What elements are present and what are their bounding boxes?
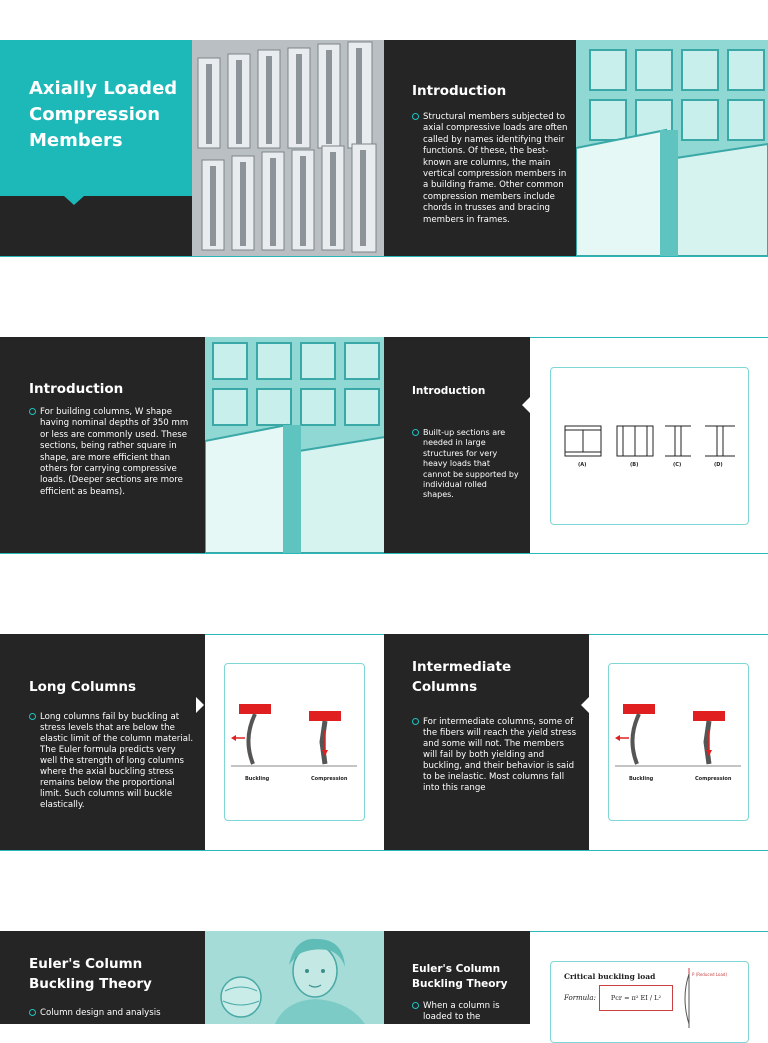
slide7-heading: Euler's Column Buckling Theory (412, 963, 508, 990)
figure-label-b: (B) (630, 462, 639, 468)
teal-structure-photo (576, 40, 768, 256)
row2-bottom-rule (0, 553, 768, 554)
built-up-sections-figure (551, 368, 748, 524)
slide5-notch (581, 697, 589, 713)
slide1-text-panel (384, 40, 576, 256)
euler-formula: Pcr = π² EI / L² (599, 985, 673, 1011)
slide3-bullet: Built-up sections are needed in large structures for very heavy loads that cannot be supported by individual rolled shapes. (412, 428, 519, 501)
title-panel (0, 40, 192, 196)
slide5-text-panel (384, 634, 589, 850)
figure-label-a: (A) (578, 462, 587, 468)
steel-beams-photo (192, 40, 384, 256)
slide1-heading: Introduction (412, 83, 507, 99)
teal-structure-photo-2 (205, 337, 385, 553)
slide2-bullet: For building columns, W shape having nominal depths of 350 mm or less are commonly used. These sections, being rather square in shape, are more efficient than others for carrying compressive loads. (Deeper sections are more efficient as beams). (29, 407, 195, 498)
slide5-bullet: For intermediate columns, some of the fibers will reach the yield stress and some will not. The members will fail by both yielding and buckling, and their behavior is said to be inelastic. Most columns fall into this range (412, 717, 578, 794)
long-columns-figure-card (224, 663, 365, 821)
slide6-text-panel (0, 931, 205, 1024)
slide4-notch (196, 697, 204, 713)
slide7-text-panel (384, 931, 530, 1024)
built-up-sections-card (550, 367, 749, 525)
slide6-bullet: Column design and analysis (29, 1008, 200, 1019)
fig-label-compression-2: Compression (695, 776, 732, 782)
slide3-heading: Introduction (412, 385, 486, 397)
row3-bottom-rule (0, 850, 768, 851)
long-columns-figure (225, 664, 364, 820)
slide3-text-panel (384, 337, 530, 553)
slide4-bullet: Long columns fail by buckling at stress levels that are below the elastic limit of the column material. The Euler formula predicts very well the strength of long columns where the axial buckling stress remains below the proportional limit. Such columns will buckle elastically. (29, 712, 195, 811)
title-notch (64, 196, 84, 205)
reduced-load-label: P (Reduced Load) (692, 972, 728, 977)
slide1-bullet: Structural members subjected to axial compressive loads are often called by names identifying their functions. Of these, the best-known are columns, the main vertical compression members in a building frame. Other common compression members include chords in trusses and bracing members in frames. (412, 112, 573, 226)
slide2-heading: Introduction (29, 381, 124, 397)
figure-label-d: (D) (714, 462, 723, 468)
fig-label-buckling-2: Buckling (629, 776, 654, 782)
slide5-heading: Intermediate Columns (412, 659, 512, 695)
row1-bottom-rule (0, 256, 768, 257)
intermediate-columns-figure-card (608, 663, 749, 821)
deck-title: Axially Loaded Compression Members (29, 78, 178, 151)
slide3-notch (522, 397, 530, 413)
fig-label-compression: Compression (311, 776, 348, 782)
column-deflection-sketch (679, 968, 745, 1028)
slide2-text-panel (0, 337, 205, 553)
title-panel-base (0, 196, 192, 256)
figure-label-c: (C) (673, 462, 682, 468)
intermediate-columns-figure (609, 664, 748, 820)
formula-label: Formula: (564, 994, 596, 1002)
slide4-text-panel (0, 634, 205, 850)
euler-portrait (205, 931, 385, 1024)
critical-load-title: Critical buckling load (564, 972, 656, 981)
slide6-heading: Euler's Column Buckling Theory (29, 956, 152, 992)
critical-load-card (550, 961, 749, 1043)
slide7-bullet: When a column is loaded to the (412, 1001, 523, 1023)
slide4-heading: Long Columns (29, 679, 136, 695)
fig-label-buckling: Buckling (245, 776, 270, 782)
